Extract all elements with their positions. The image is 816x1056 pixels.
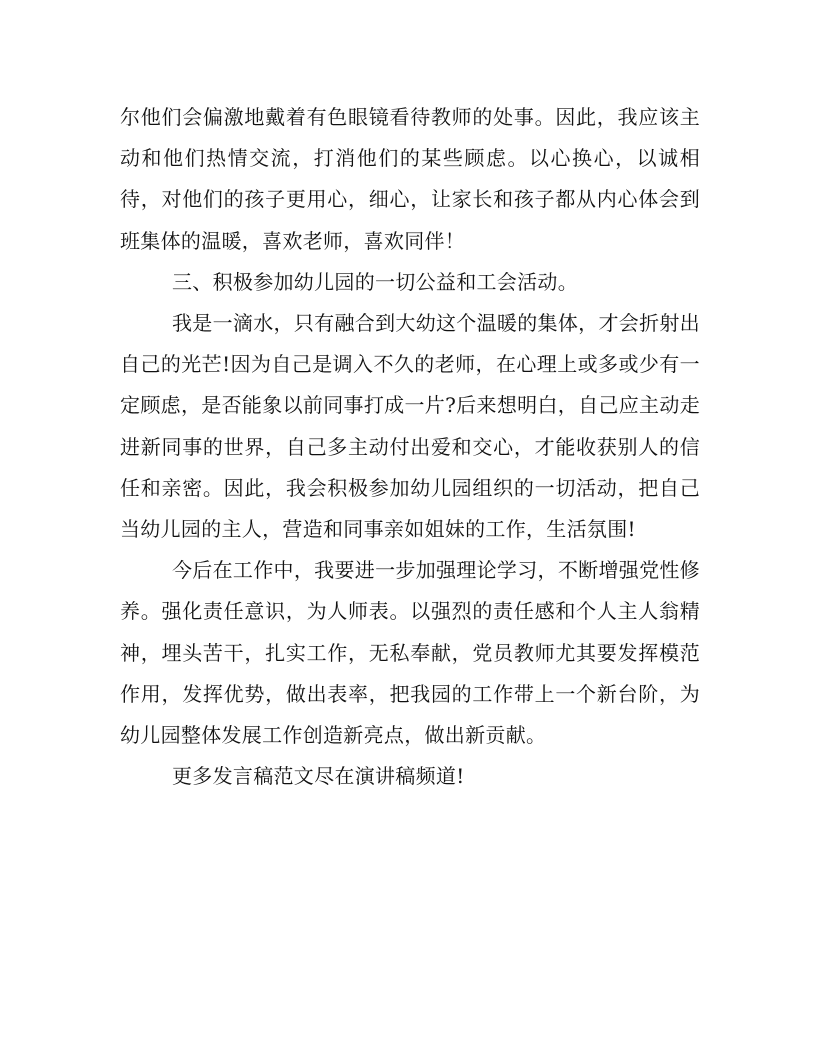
paragraph-continuation: 尔他们会偏激地戴着有色眼镜看待教师的处事。因此，我应该主动和他们热情交流，打消他们的某些顾虑。以心换心，以诚相待，对他们的孩子更用心，细心，让家长和孩子都从内心体会到班集体的温暖，喜欢老师，喜欢同伴！ (120, 105, 700, 253)
paragraph-water-drop: 我是一滴水，只有融合到大幼这个温暖的集体，才会折射出自己的光芒!因为自己是调入不久的老师，在心理上或多或少有一定顾虑，是否能象以前同事打成一片?后来想明白，自己应主动走进新同事的世界，自己多主动付出爱和交心，才能收获别人的信任和亲密。因此，我会积极参加幼儿园组织的一切活动，把自己当幼儿园的主人，营造和同事亲如姐妹的工作，生活氛围! (120, 311, 700, 542)
document-body (120, 97, 700, 797)
paragraph-future-work: 今后在工作中，我要进一步加强理论学习，不断增强党性修养。强化责任意识，为人师表。以强烈的责任感和个人主人翁精神，埋头苦干，扎实工作，无私奉献，党员教师尤其要发挥模范作用，发挥优势，做出表率，把我园的工作带上一个新台阶，为幼儿园整体发展工作创造新亮点，做出新贡献。 (120, 558, 700, 748)
section-heading-three: 三、积极参加幼儿园的一切公益和工会活动。 (172, 269, 578, 294)
paragraph-more-link-text: 更多发言稿范文尽在演讲稿频道! (172, 764, 465, 789)
